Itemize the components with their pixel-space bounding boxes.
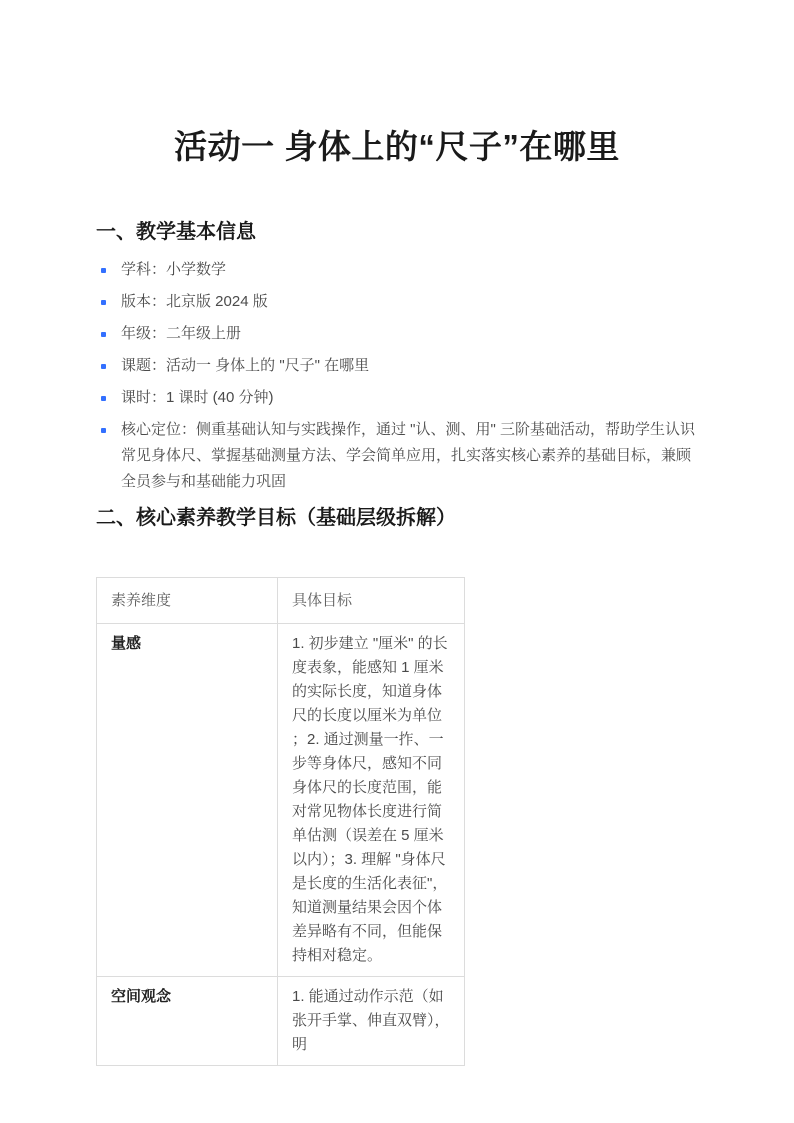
bullet-icon xyxy=(101,332,106,337)
column-header-dimension: 素养维度 xyxy=(97,578,278,624)
list-item-core-position xyxy=(96,417,698,495)
bullet-icon xyxy=(101,428,106,433)
bullet-icon xyxy=(101,300,106,305)
list-item-text: 核心定位：侧重基础认知与实践操作，通过 "认、测、用" 三阶基础活动，帮助学生认识常见身体尺、掌握基础测量方法、学会简单应用，扎实落实核心素养的基础目标，兼顾全员参与和基础能力巩固 xyxy=(121,421,695,491)
page-title: 活动一 身体上的“尺子”在哪里 xyxy=(174,128,620,165)
list-item-grade xyxy=(96,321,698,347)
goals-table xyxy=(96,577,465,1066)
basic-info-list xyxy=(96,257,698,495)
column-header-goal: 具体目标 xyxy=(278,578,465,624)
table-row xyxy=(97,624,465,977)
list-item-edition xyxy=(96,289,698,315)
cell-goal-liang-gan: 1. 初步建立 "厘米" 的长度表象，能感知 1 厘米的实际长度，知道身体尺的长度以厘米为单位；2. 通过测量一拃、一步等身体尺，感知不同身体尺的长度范围，能对常见物体长度进行简单估测（误差在 5 厘米以内）；3. 理解 "身体尺是长度的生活化表征"，知道测量结果会因个体差异略有不同，但能保持相对稳定。 xyxy=(278,624,465,977)
cell-dimension-kongjian-guannian: 空间观念 xyxy=(97,977,278,1066)
list-item-text: 学科：小学数学 xyxy=(121,261,227,279)
cell-dimension-liang-gan: 量感 xyxy=(97,624,278,977)
table-header-row xyxy=(97,578,465,624)
bullet-icon xyxy=(101,364,106,369)
section-heading-goals: 二、核心素养教学目标（基础层级拆解） xyxy=(96,507,456,530)
list-item-text: 年级：二年级上册 xyxy=(121,325,242,343)
list-item-text: 课题：活动一 身体上的 "尺子" 在哪里 xyxy=(121,357,370,375)
list-item-duration xyxy=(96,385,698,411)
section-heading-basic-info: 一、教学基本信息 xyxy=(96,221,256,244)
list-item-subject xyxy=(96,257,698,283)
list-item-text: 课时：1 课时 (40 分钟) xyxy=(121,389,274,407)
list-item-text: 版本：北京版 2024 版 xyxy=(121,293,268,311)
bullet-icon xyxy=(101,268,106,273)
table-row xyxy=(97,977,465,1066)
list-item-topic xyxy=(96,353,698,379)
bullet-icon xyxy=(101,396,106,401)
cell-goal-kongjian-guannian: 1. 能通过动作示范（如张开手掌、伸直双臂），明 xyxy=(278,977,465,1066)
